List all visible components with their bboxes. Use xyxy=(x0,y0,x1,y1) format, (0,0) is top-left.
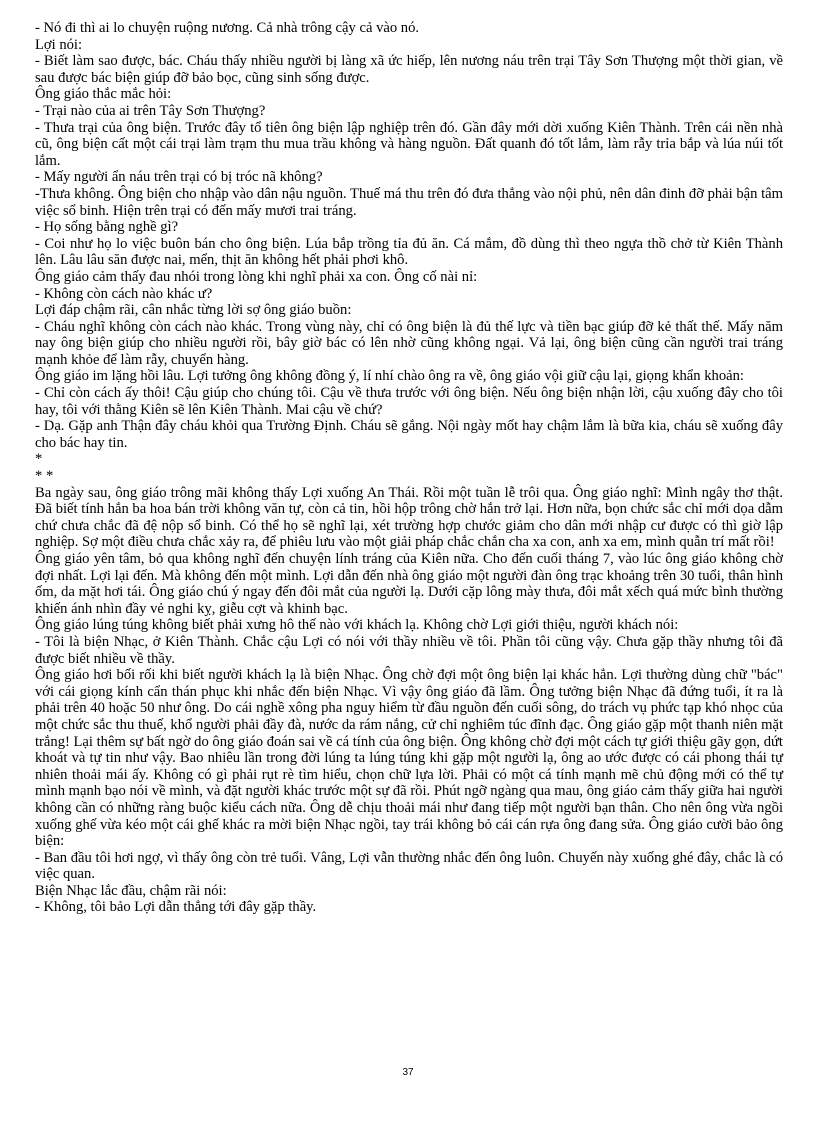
paragraph: Ông giáo lúng túng không biết phải xưng hô thế nào với khách lạ. Không chờ Lợi giới thiệu, người khách nói: xyxy=(35,617,679,634)
paragraph: Lợi đáp chậm rãi, cân nhắc từng lời sợ ông giáo buồn: xyxy=(35,302,352,319)
paragraph: Ông giáo im lặng hồi lâu. Lợi tưởng ông không đồng ý, lí nhí chào ông ra về, ông giáo vội giữ cậu lại, giọng khẩn khoản: xyxy=(35,368,744,385)
paragraph: - Không còn cách nào khác ư? xyxy=(35,285,213,302)
paragraph: - Tôi là biện Nhạc, ở Kiên Thành. Chắc cậu Lợi có nói với thầy nhiều về tôi. Phần tôi cũng vậy. Chưa gặp thầy nhưng tôi đã được biết nhiều về thầy. xyxy=(35,633,783,667)
paragraph: Ba ngày sau, ông giáo trông mãi không thấy Lợi xuống An Thái. Rồi một tuần lễ trôi qua. Ông giáo nghĩ: Mình ngây thơ thật. Đã biết tính hắn ba hoa bán trời không văn tự, còn cả tin, hồi hộp trông chờ hắn trở lại. Hơn nữa, bọn chức sắc chỉ mới dọa dẫm chứ chưa chắc đã đệ nộp sổ binh. Có thể họ sẽ nghĩ lại, xét trường hợp chước giảm cho dân mới nhập cư được có thì giờ lập nghiệp. Sợ một điều chưa chắc xảy ra, để phiêu lưu vào một giải pháp chắc chắn cha xa con, anh xa em, mình quẫn trí mất rồi! xyxy=(35,484,783,551)
body-text xyxy=(35,20,783,916)
paragraph: - Không, tôi bảo Lợi dẫn thẳng tới đây gặp thầy. xyxy=(35,899,317,916)
paragraph: Lợi nói: xyxy=(35,36,83,53)
paragraph: - Họ sống bằng nghề gì? xyxy=(35,219,179,236)
paragraph: - Thưa trại của ông biện. Trước đây tổ tiên ông biện lập nghiệp trên đó. Gần đây mới dời xuống Kiên Thành. Trên cái nền nhà cũ, ông biện cất một cái trại làm trạm thu mua trầu không và hàng nguồn. Đất quanh đó tốt lắm, làm rẫy trỉa bắp và lúa núi tốt lắm. xyxy=(35,119,783,169)
paragraph: - Coi như họ lo việc buôn bán cho ông biện. Lúa bắp trồng tỉa đủ ăn. Cá mắm, đồ dùng thì theo ngựa thồ chở từ Kiên Thành lên. Lâu lâu săn được nai, mển, thịt ăn không hết phải phơi khô. xyxy=(35,235,783,269)
page-number: 37 xyxy=(402,1067,414,1078)
paragraph: -Thưa không. Ông biện cho nhập vào dân nậu nguồn. Thuế má thu trên đó đưa thẳng vào nội phủ, nên dân đinh đỡ phải bận tâm việc sổ binh. Hiện trên trại có đến mấy mươi trai tráng. xyxy=(35,185,783,219)
paragraph: - Dạ. Gặp anh Thận đây cháu khỏi qua Trường Định. Cháu sẽ gắng. Nội ngày mốt hay chậm lắm là bữa kia, cháu sẽ xuống đây cho bác hay tin. xyxy=(35,418,783,451)
paragraph: - Ban đầu tôi hơi ngợ, vì thấy ông còn trẻ tuổi. Vâng, Lợi vẫn thường nhắc đến ông luôn. Chuyến này xuống ghé đây, chắc là có việc quan. xyxy=(35,849,783,883)
paragraph: Biện Nhạc lắc đầu, chậm rãi nói: xyxy=(35,882,227,899)
section-separator: * * xyxy=(35,468,54,485)
paragraph: - Cháu nghĩ không còn cách nào khác. Trong vùng này, chỉ có ông biện là đủ thế lực và tiền bạc giúp đỡ kẻ thất thế. Mấy năm nay ông biện giúp cho nhiều người rồi, bây giờ bác có lên nhờ cũng không ngại. Vả lại, ông biện cũng cần người trai tráng mạnh khỏe để làm rẫy, chuyển hàng. xyxy=(35,318,783,368)
paragraph: Ông giáo thắc mắc hỏi: xyxy=(35,86,172,103)
paragraph: Ông giáo cảm thấy đau nhói trong lòng khi nghĩ phải xa con. Ông cố nài nỉ: xyxy=(35,268,478,285)
paragraph: - Trại nào của ai trên Tây Sơn Thượng? xyxy=(35,102,266,119)
paragraph: - Biết làm sao được, bác. Cháu thấy nhiều người bị làng xã ức hiếp, lên nương náu trên trại Tây Sơn Thượng một thời gian, về sau được bác biện giúp đỡ bảo bọc, cũng sinh sống được. xyxy=(35,53,783,86)
paragraph: - Nó đi thì ai lo chuyện ruộng nương. Cả nhà trông cậy cả vào nó. xyxy=(35,20,420,36)
paragraph: - Mấy người ẩn náu trên trại có bị tróc nã không? xyxy=(35,169,323,186)
paragraph: Ông giáo yên tâm, bỏ qua không nghĩ đến chuyện lính tráng của Kiên nữa. Cho đến cuối tháng 7, vào lúc ông giáo không chờ đợi nhất. Lợi lại đến. Mà không đến một mình. Lợi dẫn đến nhà ông giáo một người đàn ông trạc khoảng trên 30 tuổi, thân hình ốm, da mặt hơi tái. Ông giáo chú ý ngay đến đôi mắt của người lạ. Dưới cặp lông mày thưa, đôi mắt xếch quá mức bình thường khiến ánh nhìn đầy vẻ nghi kỵ, giễu cợt và khinh bạc. xyxy=(35,551,783,617)
paragraph: Ông giáo hơi bối rối khi biết người khách lạ là biện Nhạc. Ông chờ đợi một ông biện lại khác hẳn. Lợi thường dùng chữ "bác" với cái giọng kính cẩn thán phục khi nhắc đến biện Nhạc. Vì vậy ông giáo đã lầm. Ông tưởng biện Nhạc đã đứng tuổi, ít ra là phải trên 40 hoặc 50 như ông. Do cái nghề xông pha nguy hiểm từ đầu nguồn đến cuối sông, do trách vụ phức tạp khó nhọc của một chức sắc thu thuế, khổ người phải đầy đà, nước da rám nắng, cử chỉ nghiêm túc đĩnh đạc. Ông giáo gặp một thanh niên mặt trắng! Lại thêm sự bất ngờ do ông giáo đoán sai về cá tính của ông biện. Ông không chờ đợi một cách tự giới thiệu gãy gọn, dứt khoát và tự tin như vậy. Bao nhiêu lần trong đời lúng ta lúng túng khi gặp một người lạ, ông ao ước được có cái phong thái tự nhiên thoải mái ấy. Không có gì phải rụt rè tìm hiểu, chọn chữ lựa lời. Phải có một cá tính mạnh mẽ chủ động mới có thể tự mình mạnh bạo nói về mình, và đặt người khác trước một sự đã rồi. Phút ngỡ ngàng qua mau, ông giáo cảm thấy giữa hai người không cần có những ràng buộc kiểu cách nữa. Ông dễ chịu thoải mái như đang tiếp một người bạn thân. Cho nên ông vừa ngồi xuống ghế vừa kéo một cái ghế khác ra mời biện Nhạc ngồi, tay trái không bỏ cái cán rựa ông đang sửa. Ông giáo cười bảo ông biện: xyxy=(35,667,783,850)
section-separator: * xyxy=(35,451,43,468)
paragraph: - Chỉ còn cách ấy thôi! Cậu giúp cho chúng tôi. Cậu về thưa trước với ông biện. Nếu ông biện nhận lời, cậu xuống đây cho tôi hay, tôi với thằng Kiên sẽ lên Kiên Thành. Mai cậu về chứ? xyxy=(35,385,783,418)
